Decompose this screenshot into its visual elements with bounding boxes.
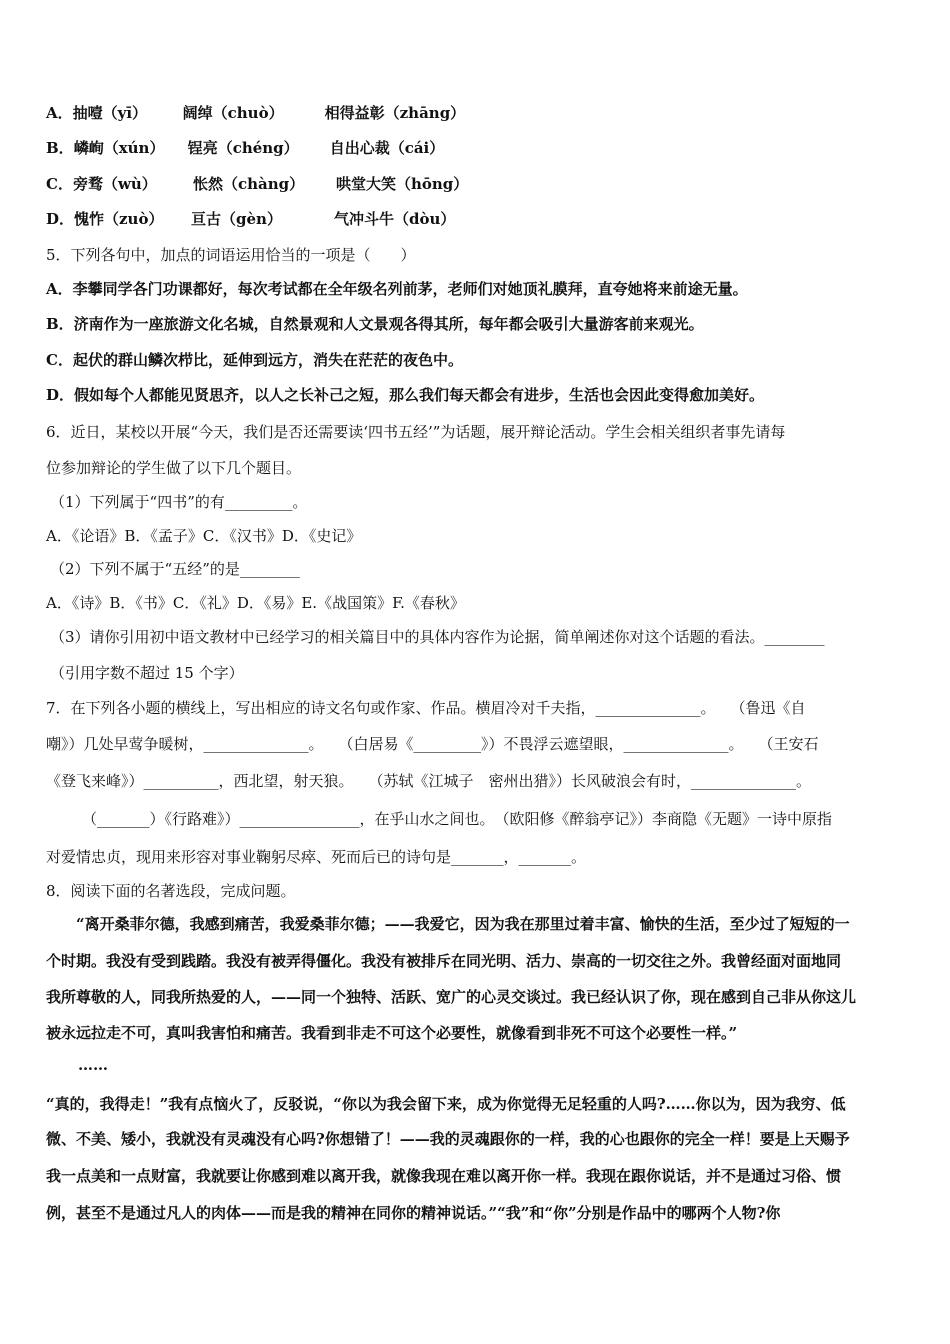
q4-option-c-label: C． — [46, 175, 73, 193]
q4-option-b-word2: 锃亮（chéng） — [187, 139, 299, 157]
q7-line1: 7．在下列各小题的横线上，写出相应的诗文名句或作家、作品。横眉冷对千夫指，______________。 （鲁迅《自 — [46, 699, 806, 717]
q6-part3-line1: （3）请你引用初中语文教材中已经学习的相关篇目中的具体内容作为论据，简单阐述你对这个话题的看法。________ — [50, 628, 825, 646]
q6-part1: （1）下列属于“四书”的有_________。 — [50, 493, 308, 511]
q5-stem: 5．下列各句中，加点的词语运用恰当的一项是（ ） — [46, 246, 416, 264]
q8-stem: 8．阅读下面的名著选段，完成问题。 — [46, 882, 296, 900]
q8-ellipsis: …… — [78, 1056, 108, 1074]
q4-option-c-word3: 哄堂大笑（hōng） — [335, 175, 469, 193]
q4-option-a — [46, 102, 465, 123]
q4-option-c-word1: 旁骛（wù） — [72, 175, 157, 193]
q6-stem-line2: 位参加辩论的学生做了以下几个题目。 — [46, 459, 302, 477]
q7-line5: 对爱情忠贞，现用来形容对事业鞠躬尽瘁、死而后已的诗句是_______，_______。 — [46, 848, 587, 866]
q4-option-d — [46, 208, 455, 229]
q4-option-a-word1: 抽噎（yī） — [72, 104, 148, 122]
q8-passage1-line2: 个时期。我没有受到践踏。我没有被弄得僵化。我没有被排斥在同光明、活力、崇高的一切交往之外。我曾经面对面地同 — [46, 952, 842, 970]
q8-passage2-line1: “真的，我得走！”我有点恼火了，反驳说，“你以为我会留下来，成为你觉得无足轻重的人吗?……你以为，因为我穷、低 — [46, 1095, 846, 1113]
q4-option-b-word1: 嶙峋（xún） — [73, 139, 165, 157]
q6-part3-line2: （引用字数不超过 15 个字） — [50, 664, 244, 682]
q4-option-b-word3: 自出心裁（cái） — [329, 139, 445, 157]
q8-passage2-line4: 例，甚至不是通过凡人的肉体——而是我的精神在同你的精神说话。”“我”和“你”分别是作品中的哪两个人物?你 — [46, 1204, 781, 1222]
q5-option-b: B．济南作为一座旅游文化名城，自然景观和人文景观各得其所，每年都会吸引大量游客前来观光。 — [46, 315, 704, 333]
q8-passage1-line4: 被永远拉走不可，真叫我害怕和痛苦。我看到非走不可这个必要性，就像看到非死不可这个必要性一样。” — [46, 1024, 738, 1042]
q4-option-b-label: B． — [46, 139, 74, 157]
q4-option-a-word3: 相得益彰（zhāng） — [324, 104, 466, 122]
q6-part2-options: A．《诗》B．《书》C．《礼》D．《易》E.《战国策》F.《春秋》 — [46, 594, 465, 612]
q4-option-a-word2: 阔绰（chuò） — [182, 104, 284, 122]
q7-line2: 嘲》）几处早莺争暖树，______________。 （白居易《_________》）不畏浮云遮望眼，______________。 （王安石 — [46, 735, 819, 753]
q6-part2: （2）下列不属于“五经”的是________ — [50, 560, 300, 578]
q8-passage1-line3: 我所尊敬的人，同我所热爱的人，——同一个独特、活跃、宽广的心灵交谈过。我已经认识了你，现在感到自己非从你这儿 — [46, 988, 857, 1006]
q8-passage1-line1: “离开桑菲尔德，我感到痛苦，我爱桑菲尔德；——我爱它，因为我在那里过着丰富、愉快的生活，至少过了短短的一 — [76, 915, 850, 933]
q7-line4: （_______）《行路难》）________________，在乎山水之间也。 （欧阳修《醉翁亭记》）李商隐《无题》一诗中原指 — [82, 810, 833, 828]
q4-option-b — [46, 137, 444, 158]
q7-line3: 《登飞来峰》）__________，西北望，射天狼。 （苏轼《江城子 密州出猎》）长风破浪会有时，______________。 — [46, 772, 812, 790]
q4-option-d-word2: 亘古（gèn） — [191, 210, 282, 228]
q6-stem-line1: 6．近日，某校以开展“今天，我们是否还需要读‘四书五经’”为话题，展开辩论活动。学生会相关组织者事先请每 — [46, 423, 786, 441]
q5-option-a: A．李攀同学各门功课都好，每次考试都在全年级名列前茅，老师们对她顶礼膜拜，直夸她将来前途无量。 — [46, 280, 748, 298]
q6-part1-options: A．《论语》B．《孟子》C．《汉书》D．《史记》 — [46, 527, 362, 545]
q8-passage2-line2: 微、不美、矮小，我就没有灵魂没有心吗?你想错了！——我的灵魂跟你的一样，我的心也跟你的完全一样！要是上天赐予 — [46, 1130, 850, 1148]
q4-option-d-label: D． — [46, 210, 75, 228]
q5-option-c: C．起伏的群山鳞次栉比，延伸到远方，消失在茫茫的夜色中。 — [46, 351, 463, 369]
q8-passage2-line3: 我一点美和一点财富，我就要让你感到难以离开我，就像我现在难以离开你一样。我现在跟你说话，并不是通过习俗、惯 — [46, 1167, 842, 1185]
q4-option-c-word2: 怅然（chàng） — [192, 175, 305, 193]
q4-option-a-label: A． — [46, 104, 73, 122]
q4-option-c — [46, 173, 468, 194]
q4-option-d-word3: 气冲斗牛（dòu） — [334, 210, 456, 228]
q5-option-d: D．假如每个人都能见贤思齐，以人之长补己之短，那么我们每天都会有进步，生活也会因此变得愈加美好。 — [46, 386, 765, 404]
q4-option-d-word1: 愧怍（zuò） — [74, 210, 164, 228]
